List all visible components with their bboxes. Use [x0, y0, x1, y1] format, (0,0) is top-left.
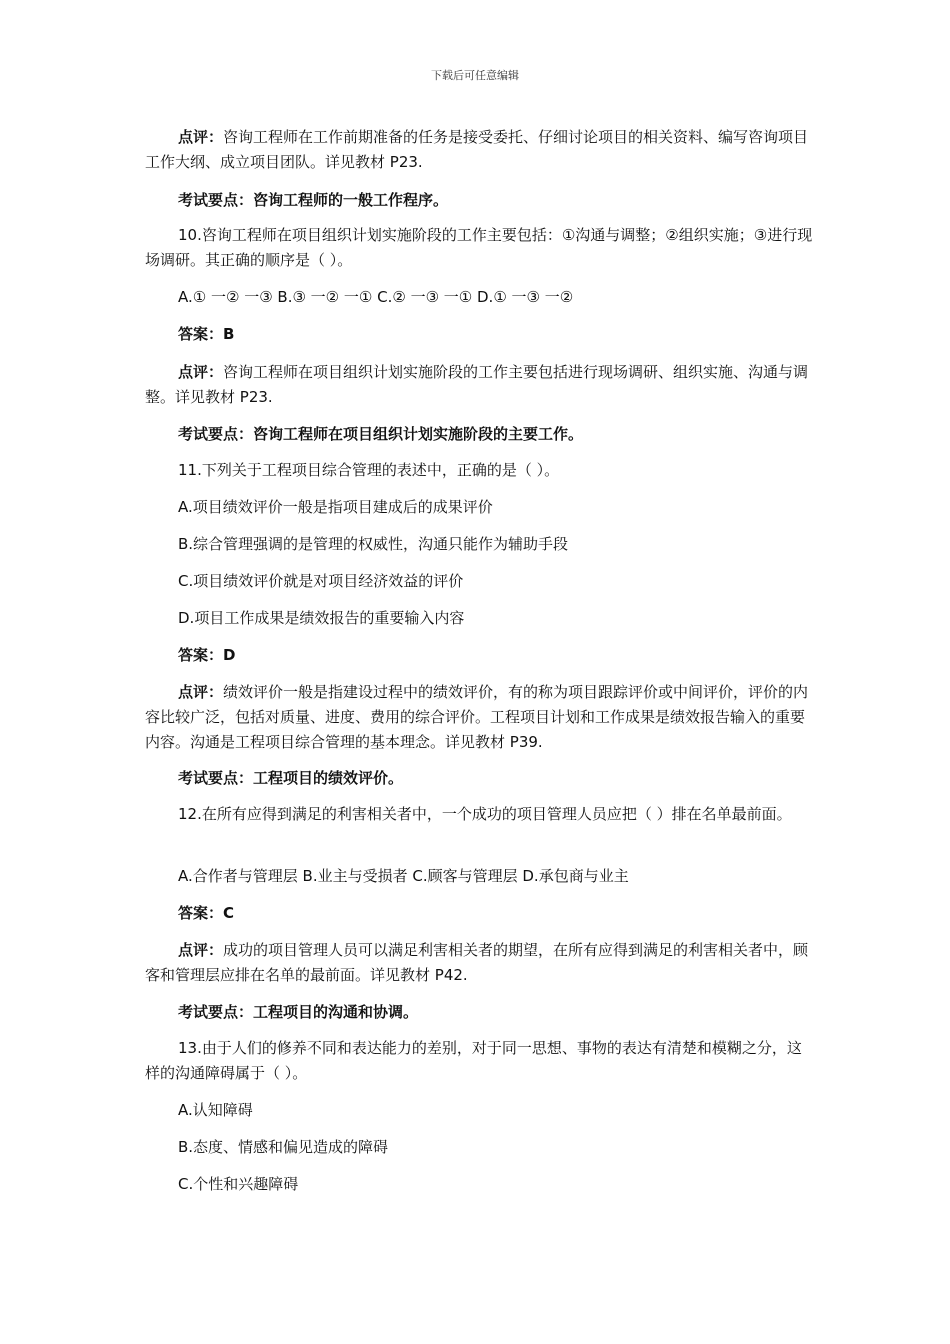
comment-paragraph — [145, 938, 815, 988]
answer: 答案：C — [178, 904, 235, 922]
answer: 答案：D — [178, 646, 236, 664]
comment-text: 咨询工程师在工作前期准备的任务是接受委托、仔细讨论项目的相关资料、编写咨询项目工作大纲、成立项目团队。详见教材 P23. — [145, 128, 809, 171]
comment-text: 绩效评价一般是指建设过程中的绩效评价，有的称为项目跟踪评价或中间评价，评价的内容比较广泛，包括对质量、进度、费用的综合评价。工程项目计划和工作成果是绩效报告输入的重要内容。沟通是工程项目综合管理的基本理念。详见教材 P39. — [145, 683, 809, 751]
option-b: B.态度、情感和偏见造成的障碍 — [178, 1138, 389, 1156]
question-10: 10.咨询工程师在项目组织计划实施阶段的工作主要包括：①沟通与调整；②组织实施；③进行现场调研。其正确的顺序是（ ）。 — [145, 226, 813, 269]
option-c: C.个性和兴趣障碍 — [178, 1175, 299, 1193]
question-13: 13.由于人们的修养不同和表达能力的差别，对于同一思想、事物的表达有清楚和模糊之分，这样的沟通障碍属于（ ）。 — [145, 1039, 802, 1082]
comment-paragraph — [145, 360, 815, 410]
exam-point: 考试要点：工程项目的绩效评价。 — [178, 769, 404, 787]
option-a: A.认知障碍 — [178, 1101, 253, 1119]
comment-label: 点评： — [178, 683, 224, 701]
comment-label: 点评： — [178, 363, 224, 381]
comment-text: 咨询工程师在项目组织计划实施阶段的工作主要包括进行现场调研、组织实施、沟通与调整。详见教材 P23. — [145, 363, 809, 406]
comment-text: 成功的项目管理人员可以满足利害相关者的期望，在所有应得到满足的利害相关者中，顾客和管理层应排在名单的最前面。详见教材 P42. — [145, 941, 809, 984]
question-11: 11.下列关于工程项目综合管理的表述中，正确的是（ ）。 — [178, 461, 560, 479]
option-d: D.项目工作成果是绩效报告的重要输入内容 — [178, 609, 465, 627]
answer: 答案：B — [178, 325, 235, 343]
option-b: B.综合管理强调的是管理的权威性，沟通只能作为辅助手段 — [178, 535, 569, 553]
question-12-options: A.合作者与管理层 B.业主与受损者 C.顾客与管理层 D.承包商与业主 — [178, 867, 629, 885]
page-header: 下载后可任意编辑 — [431, 69, 519, 82]
exam-point: 考试要点：咨询工程师的一般工作程序。 — [178, 191, 449, 209]
exam-point: 考试要点：咨询工程师在项目组织计划实施阶段的主要工作。 — [178, 425, 584, 443]
option-c: C.项目绩效评价就是对项目经济效益的评价 — [178, 572, 464, 590]
comment-label: 点评： — [178, 941, 224, 959]
question-10-options: A.① 一② 一③ B.③ 一② 一① C.② 一③ 一① D.① 一③ 一② — [178, 288, 574, 306]
comment-paragraph — [145, 680, 815, 755]
question-12: 12.在所有应得到满足的利害相关者中，一个成功的项目管理人员应把（ ）排在名单最前面。 — [178, 805, 792, 823]
option-a: A.项目绩效评价一般是指项目建成后的成果评价 — [178, 498, 493, 516]
comment-label: 点评： — [178, 128, 224, 146]
comment-paragraph — [145, 125, 815, 175]
exam-point: 考试要点：工程项目的沟通和协调。 — [178, 1003, 419, 1021]
